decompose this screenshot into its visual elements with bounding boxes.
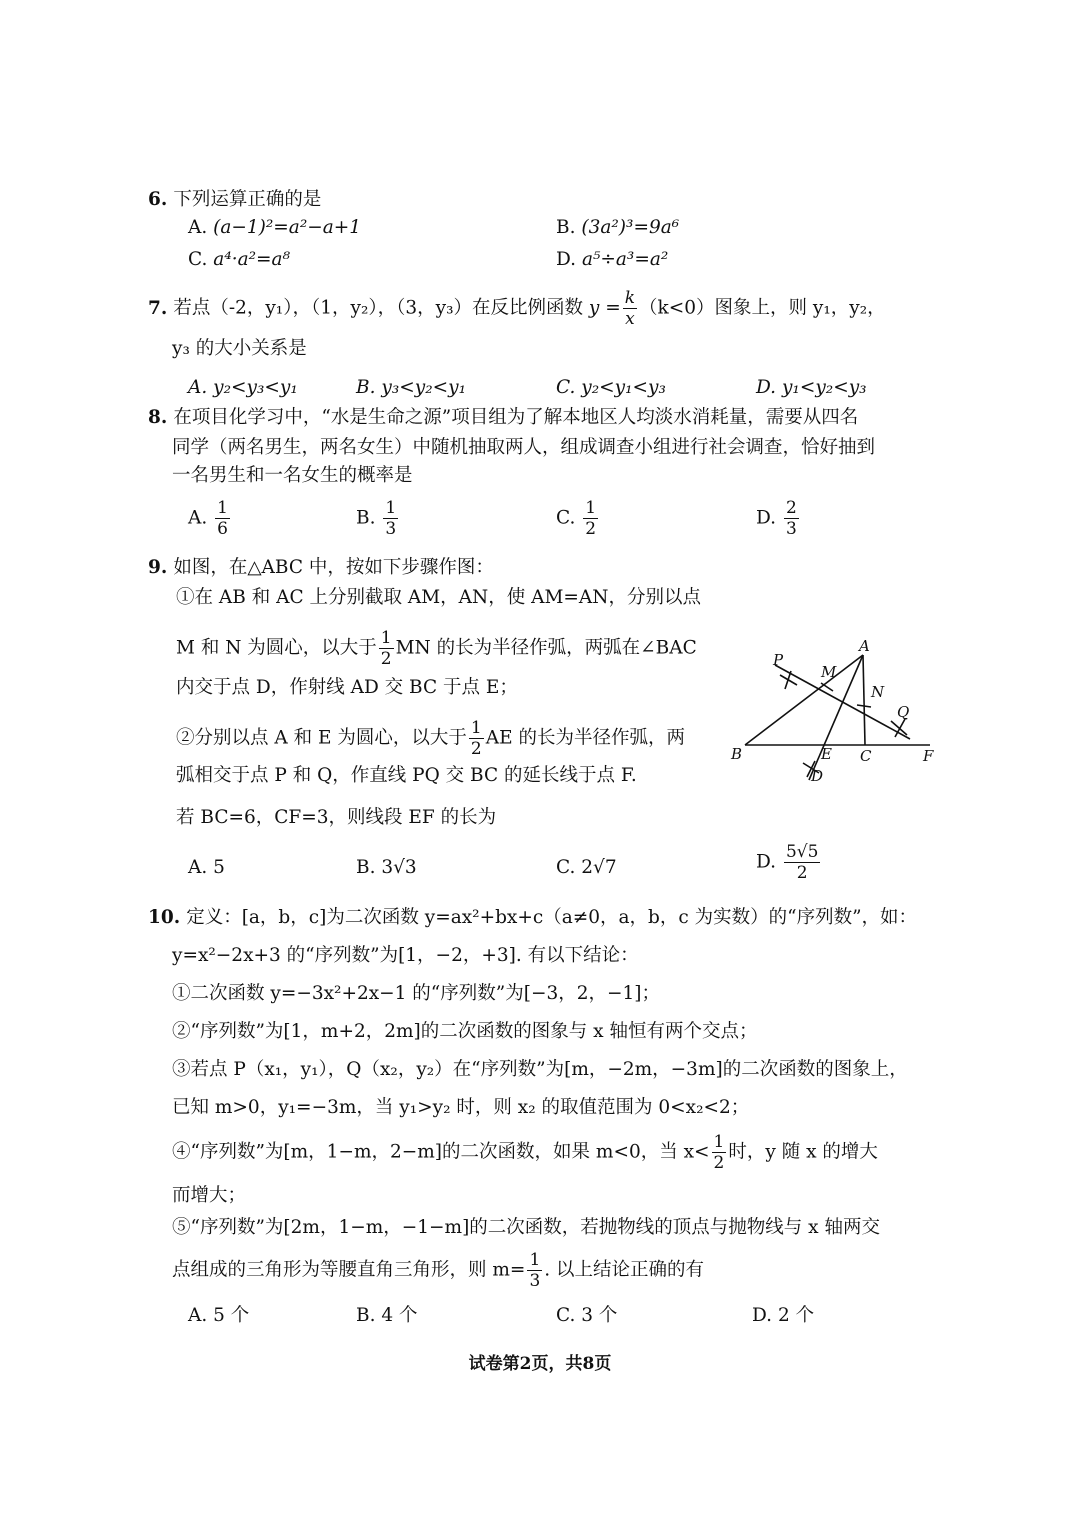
q8-option-d: D. $\frac{2}{3}$ xyxy=(756,498,797,539)
q10-line7: ④“序列数”为[m，1−m，2−m]的二次函数，如果 m<0，当 x< $\frac{1}{2}$ 时，y 随 x 的增大 xyxy=(172,1132,878,1173)
q8-line1: 8. 在项目化学习中，“水是生命之源”项目组为了解本地区人均淡水消耗量，需要从四名 xyxy=(148,407,859,428)
q7-option-b: B. y₃<y₂<y₁ xyxy=(356,377,466,398)
q7-line2: y₃ 的大小关系是 xyxy=(172,338,307,359)
q10-line8: 而增大； xyxy=(172,1185,247,1206)
label-e: E xyxy=(821,745,832,763)
q9-triangle-figure xyxy=(725,635,940,785)
q10-line6: 已知 m>0，y₁=−3m，当 y₁>y₂ 时，则 x₂ 的取值范围为 0<x₂<2； xyxy=(172,1097,750,1118)
q9-option-a: A. 5 xyxy=(188,857,225,878)
q6-text: 下列运算正确的是 xyxy=(173,189,322,210)
q7-option-c: C. y₂<y₁<y₃ xyxy=(556,377,666,398)
q7-stem: 7. 若点（-2，y₁），（1，y₂），（3，y₃）在反比例函数 y = $\frac{k}{x}$ （k<0）图象上，则 y₁，y₂， xyxy=(148,288,886,329)
q8-line3: 一名男生和一名女生的概率是 xyxy=(172,465,413,486)
q10-line9: ⑤“序列数”为[2m，1−m，−1−m]的二次函数，若抛物线的顶点与抛物线与 x 轴两交 xyxy=(172,1217,880,1238)
line-pq xyxy=(775,665,910,739)
q10-line2: y=x²−2x+3 的“序列数”为[1，−2，+3]. 有以下结论： xyxy=(172,945,639,966)
q10-option-c: C. 3 个 xyxy=(556,1305,618,1326)
label-n: N xyxy=(871,683,885,701)
q6-number: 6. xyxy=(148,189,168,210)
q10-option-a: A. 5 个 xyxy=(188,1305,250,1326)
page-footer: 试卷第2页，共8页 xyxy=(468,1354,612,1374)
segment-ac xyxy=(863,655,865,745)
q9-option-b: B. 3√3 xyxy=(356,857,417,878)
segment-ab xyxy=(745,655,863,745)
q6-option-c: C. a⁴·a²=a⁸ xyxy=(188,249,291,270)
q9-option-c: C. 2√7 xyxy=(556,857,617,878)
label-b: B xyxy=(731,745,743,763)
q10-line10: 点组成的三角形为等腰直角三角形，则 m= $\frac{1}{3}$ . 以上结论正确的有 xyxy=(172,1250,705,1291)
label-p: P xyxy=(773,651,784,669)
q8-option-c: C. $\frac{1}{2}$ xyxy=(556,498,597,539)
q10-option-b: B. 4 个 xyxy=(356,1305,418,1326)
q10-option-d: D. 2 个 xyxy=(752,1305,815,1326)
q6-option-b: B. (3a²)³=9a⁶ xyxy=(556,217,680,238)
q9-line7: 若 BC=6，CF=3，则线段 EF 的长为 xyxy=(176,807,497,828)
label-m: M xyxy=(821,663,837,681)
q10-line4: ②“序列数”为[1，m+2，2m]的二次函数的图象与 x 轴恒有两个交点； xyxy=(172,1021,758,1042)
q7-option-a: A. y₂<y₃<y₁ xyxy=(188,377,298,398)
q9-line3: M 和 N 为圆心，以大于 $\frac{1}{2}$ MN 的长为半径作弧，两弧在∠BAC xyxy=(176,628,697,669)
q9-line6: 弧相交于点 P 和 Q，作直线 PQ 交 BC 的延长线于点 F. xyxy=(176,765,637,786)
q9-line2: ①在 AB 和 AC 上分别截取 AM，AN，使 AM=AN，分别以点 xyxy=(176,587,701,608)
label-a: A xyxy=(859,637,870,655)
q10-line1: 10. 定义：[a，b，c]为二次函数 y=ax²+bx+c（a≠0，a，b，c 为实数）的“序列数”，如： xyxy=(148,907,918,928)
q7-fraction: $\frac{k}{x}$ xyxy=(624,288,636,329)
q6-stem xyxy=(148,188,321,212)
q7-option-d: D. y₁<y₂<y₃ xyxy=(756,377,867,398)
q9-option-d: D. $\frac{5√5}{2}$ xyxy=(756,842,819,883)
label-c: C xyxy=(860,747,872,765)
label-d: D xyxy=(811,767,824,785)
q6-option-d: D. a⁵÷a³=a² xyxy=(556,249,669,270)
arc-m xyxy=(821,683,833,691)
q8-option-a: A. $\frac{1}{6}$ xyxy=(188,498,228,539)
q10-line3: ①二次函数 y=−3x²+2x−1 的“序列数”为[−3，2，−1]； xyxy=(172,983,660,1004)
q9-line1: 9. 如图，在△ABC 中，按如下步骤作图： xyxy=(148,557,494,578)
arc-p xyxy=(780,671,797,689)
q8-line2: 同学（两名男生，两名女生）中随机抽取两人，组成调查小组进行社会调查，恰好抽到 xyxy=(172,437,876,458)
q8-option-b: B. $\frac{1}{3}$ xyxy=(356,498,397,539)
label-q: Q xyxy=(897,703,910,721)
q6-option-a: A. (a−1)²=a²−a+1 xyxy=(188,217,362,238)
arc-q xyxy=(891,719,907,737)
q9-line4: 内交于点 D，作射线 AD 交 BC 于点 E； xyxy=(176,677,518,698)
label-f: F xyxy=(923,747,934,765)
q9-line5: ②分别以点 A 和 E 为圆心，以大于 $\frac{1}{2}$ AE 的长为半径作弧，两 xyxy=(176,718,685,759)
q10-line5: ③若点 P（x₁，y₁），Q（x₂，y₂）在“序列数”为[m，−2m，−3m]的二次函数的图象上， xyxy=(172,1059,908,1080)
arc-n xyxy=(857,705,871,707)
